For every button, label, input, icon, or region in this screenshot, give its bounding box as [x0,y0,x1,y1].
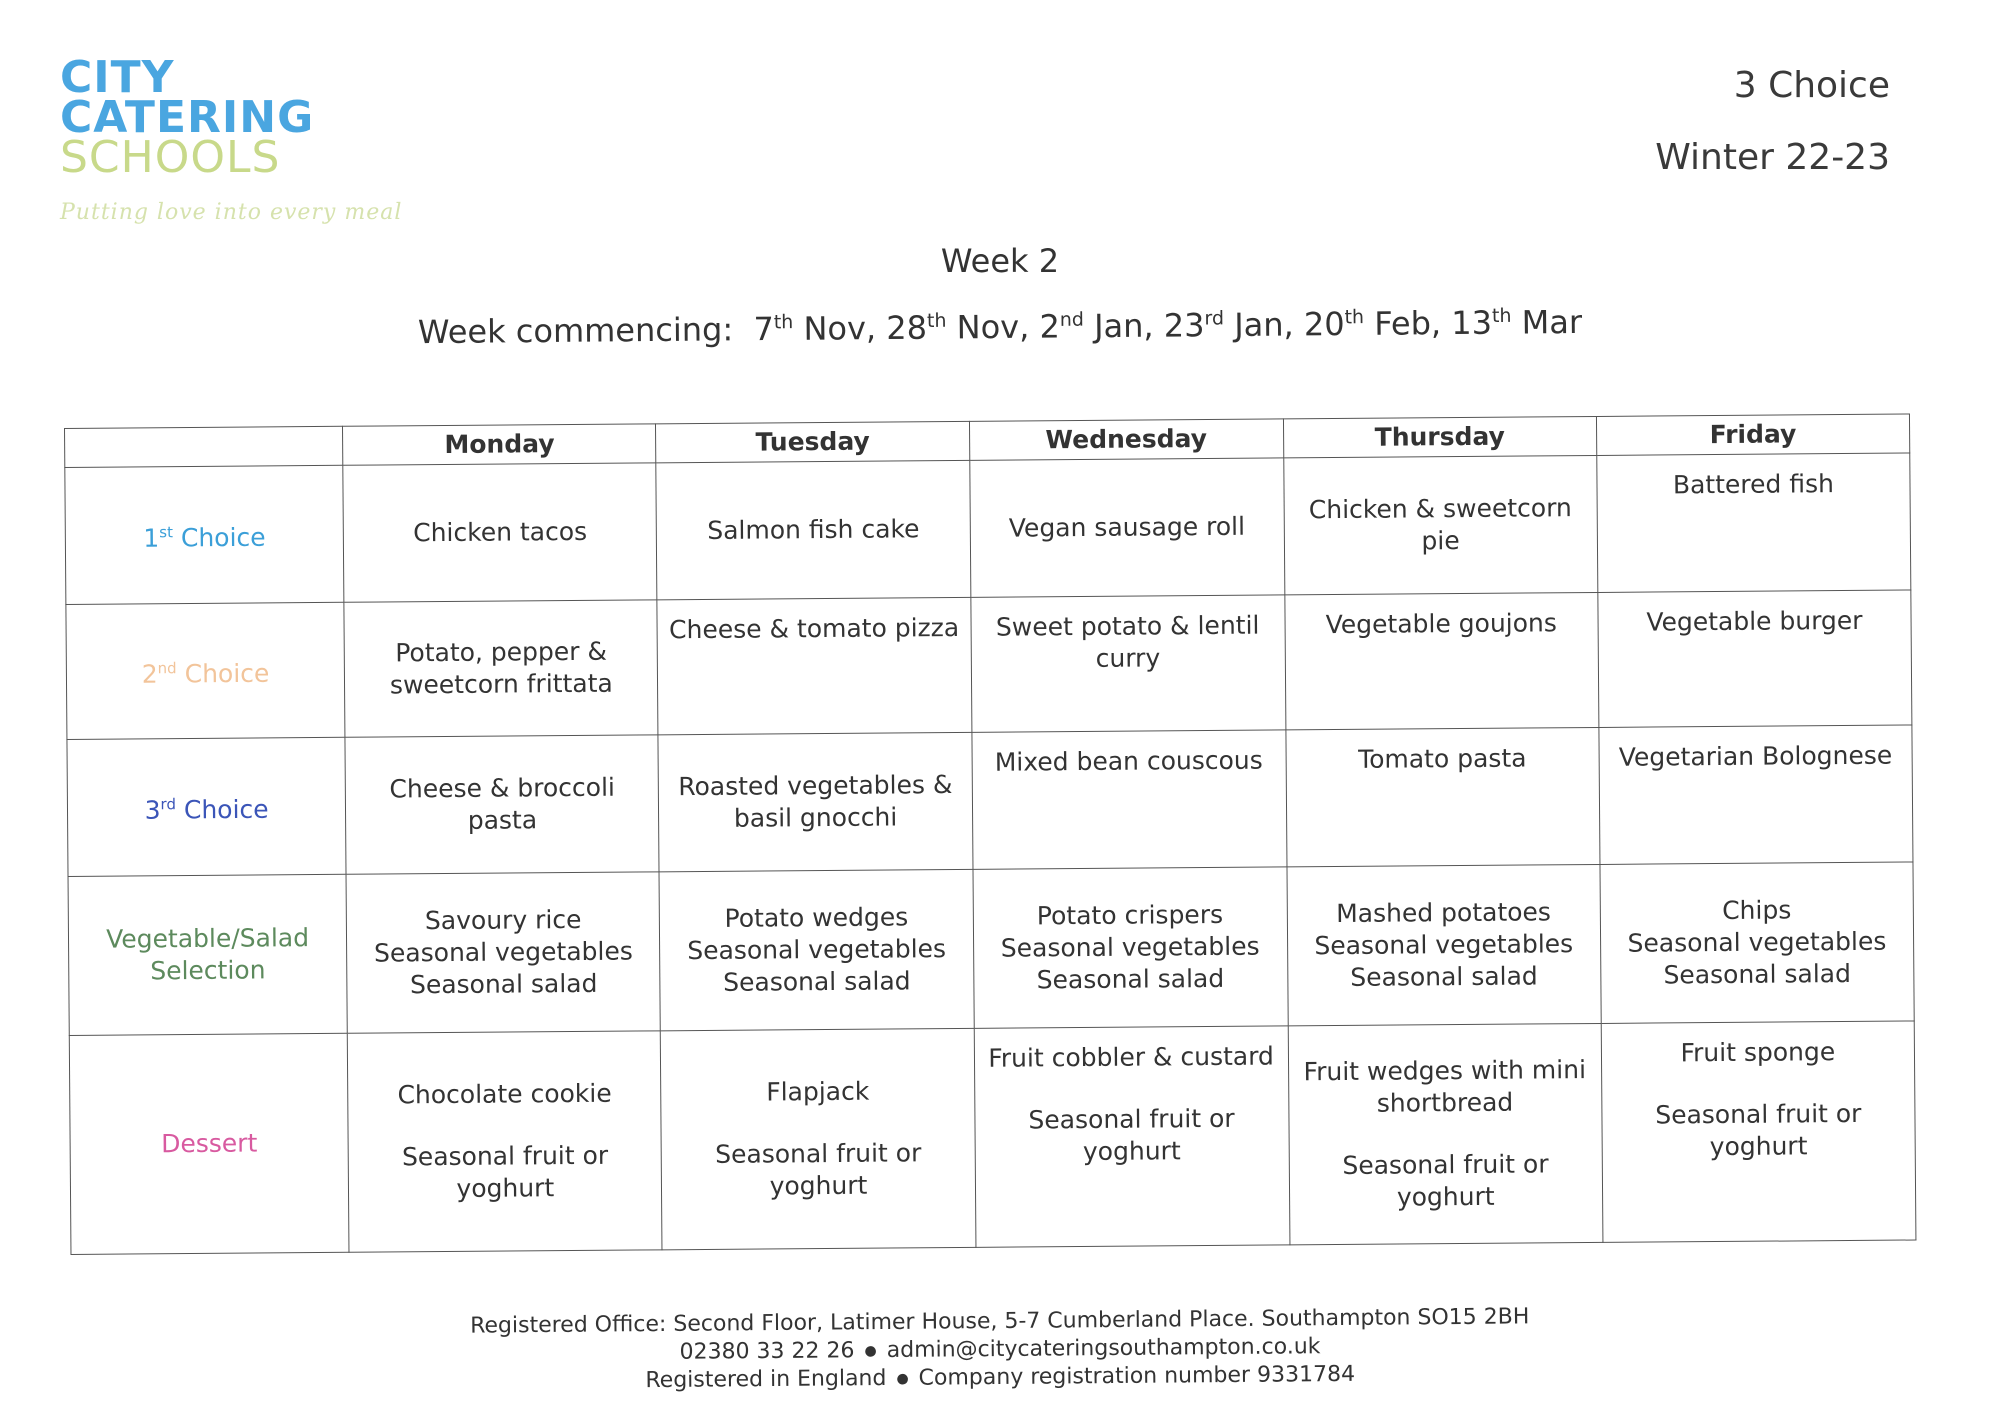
menu-cell: Fruit wedges with mini shortbread Seasonal fruit or yoghurt [1288,1023,1603,1244]
company-registration: Company registration number 9331784 [918,1361,1356,1391]
menu-cell: Chicken & sweetcorn pie [1283,455,1597,594]
menu-cell: Fruit cobbler & custard Seasonal fruit or yoghurt [974,1026,1290,1247]
table-row [66,590,1912,739]
registered-country: Registered in England [645,1365,887,1394]
logo-text-catering: CATERING [60,92,315,143]
menu-cell: Sweet potato & lentil curry [970,595,1285,732]
date-entry: 7th Nov [753,309,867,349]
menu-cell: Potato, pepper & sweetcorn frittata [344,600,658,737]
date-entry: 2nd Jan [1039,306,1144,346]
menu-info [1655,50,1890,194]
bullet-icon: ● [896,1370,909,1387]
menu-cell: Salmon fish cake [656,460,970,599]
table-row [69,1021,1916,1254]
day-header-thursday: Thursday [1283,416,1596,457]
menu-cell: Chicken tacos [343,463,657,602]
menu-cell: Chips Seasonal vegetables Seasonal salad [1600,862,1914,1023]
day-header-wednesday: Wednesday [969,419,1283,460]
menu-table [64,414,1916,1255]
menu-cell: Fruit sponge Seasonal fruit or yoghurt [1601,1021,1916,1242]
logo-tagline: Putting love into every meal [60,200,403,225]
menu-cell: Mixed bean couscous [972,730,1287,869]
menu-cell: Potato wedges Seasonal vegetables Seasonal salad [659,869,973,1030]
choice-count: 3 Choice [1733,65,1890,106]
menu-cell: Battered fish [1597,453,1911,592]
email-address: admin@citycateringsouthampton.co.uk [886,1334,1321,1363]
menu-cell: Vegetable goujons [1284,592,1598,729]
logo-text-schools: SCHOOLS [60,132,281,183]
week-title: Week 2 [940,242,1060,280]
logo-text-city: CITY [60,52,175,103]
week-commencing: Week commencing: 7th Nov, 28th Nov, 2nd Jan, 23rd Jan, 20th Feb, 13th Mar [417,302,1583,352]
date-entry: 20th Feb [1303,304,1432,344]
menu-cell: Chocolate cookie Seasonal fruit or yoghurt [348,1031,663,1252]
date-entry: 28th Nov [886,307,1020,347]
menu-cell: Potato crispers Seasonal vegetables Seasonal salad [973,867,1288,1028]
menu-cell: Mashed potatoes Seasonal vegetables Seasonal salad [1287,864,1601,1025]
menu-cell: Vegetarian Bolognese [1599,725,1913,864]
menu-cell: Cheese & tomato pizza [657,597,971,734]
phone-number: 02380 33 22 26 [679,1338,855,1365]
season-label: Winter 22-23 [1655,137,1890,178]
row-header-3rd-choice: 3rd Choice [67,737,346,876]
table-row [68,862,1914,1035]
week-commencing-label: Week commencing: [417,310,734,352]
menu-cell: Flapjack Seasonal fruit or yoghurt [661,1028,976,1249]
footer [0,1299,2000,1400]
row-header-1st-choice: 1st Choice [65,465,344,604]
table-row [65,453,1911,604]
menu-cell: Savoury rice Seasonal vegetables Seasonal salad [346,872,660,1033]
row-header-dessert: Dessert [69,1033,349,1254]
menu-cell: Cheese & broccoli pasta [345,735,659,874]
corner-cell [65,426,344,467]
menu-cell: Vegetable burger [1598,590,1912,727]
bullet-icon: ● [864,1343,877,1360]
menu-cell: Tomato pasta [1285,727,1599,866]
menu-cell: Roasted vegetables & basil gnocchi [658,732,972,871]
company-logo [60,52,440,225]
row-header-2nd-choice: 2nd Choice [66,602,345,739]
menu-cell: Vegan sausage roll [969,458,1284,597]
day-header-friday: Friday [1596,414,1910,455]
date-entry: 13th Mar [1451,302,1583,343]
date-entry: 23rd Jan [1163,305,1284,345]
day-header-monday: Monday [343,424,656,465]
row-header-vegetable-salad: Vegetable/Salad Selection [68,874,347,1035]
table-row [67,725,1913,876]
registered-office: Registered Office: Second Floor, Latimer House, 5-7 Cumberland Place. Southampton SO15 2BH [470,1304,1530,1339]
day-header-tuesday: Tuesday [656,421,969,462]
